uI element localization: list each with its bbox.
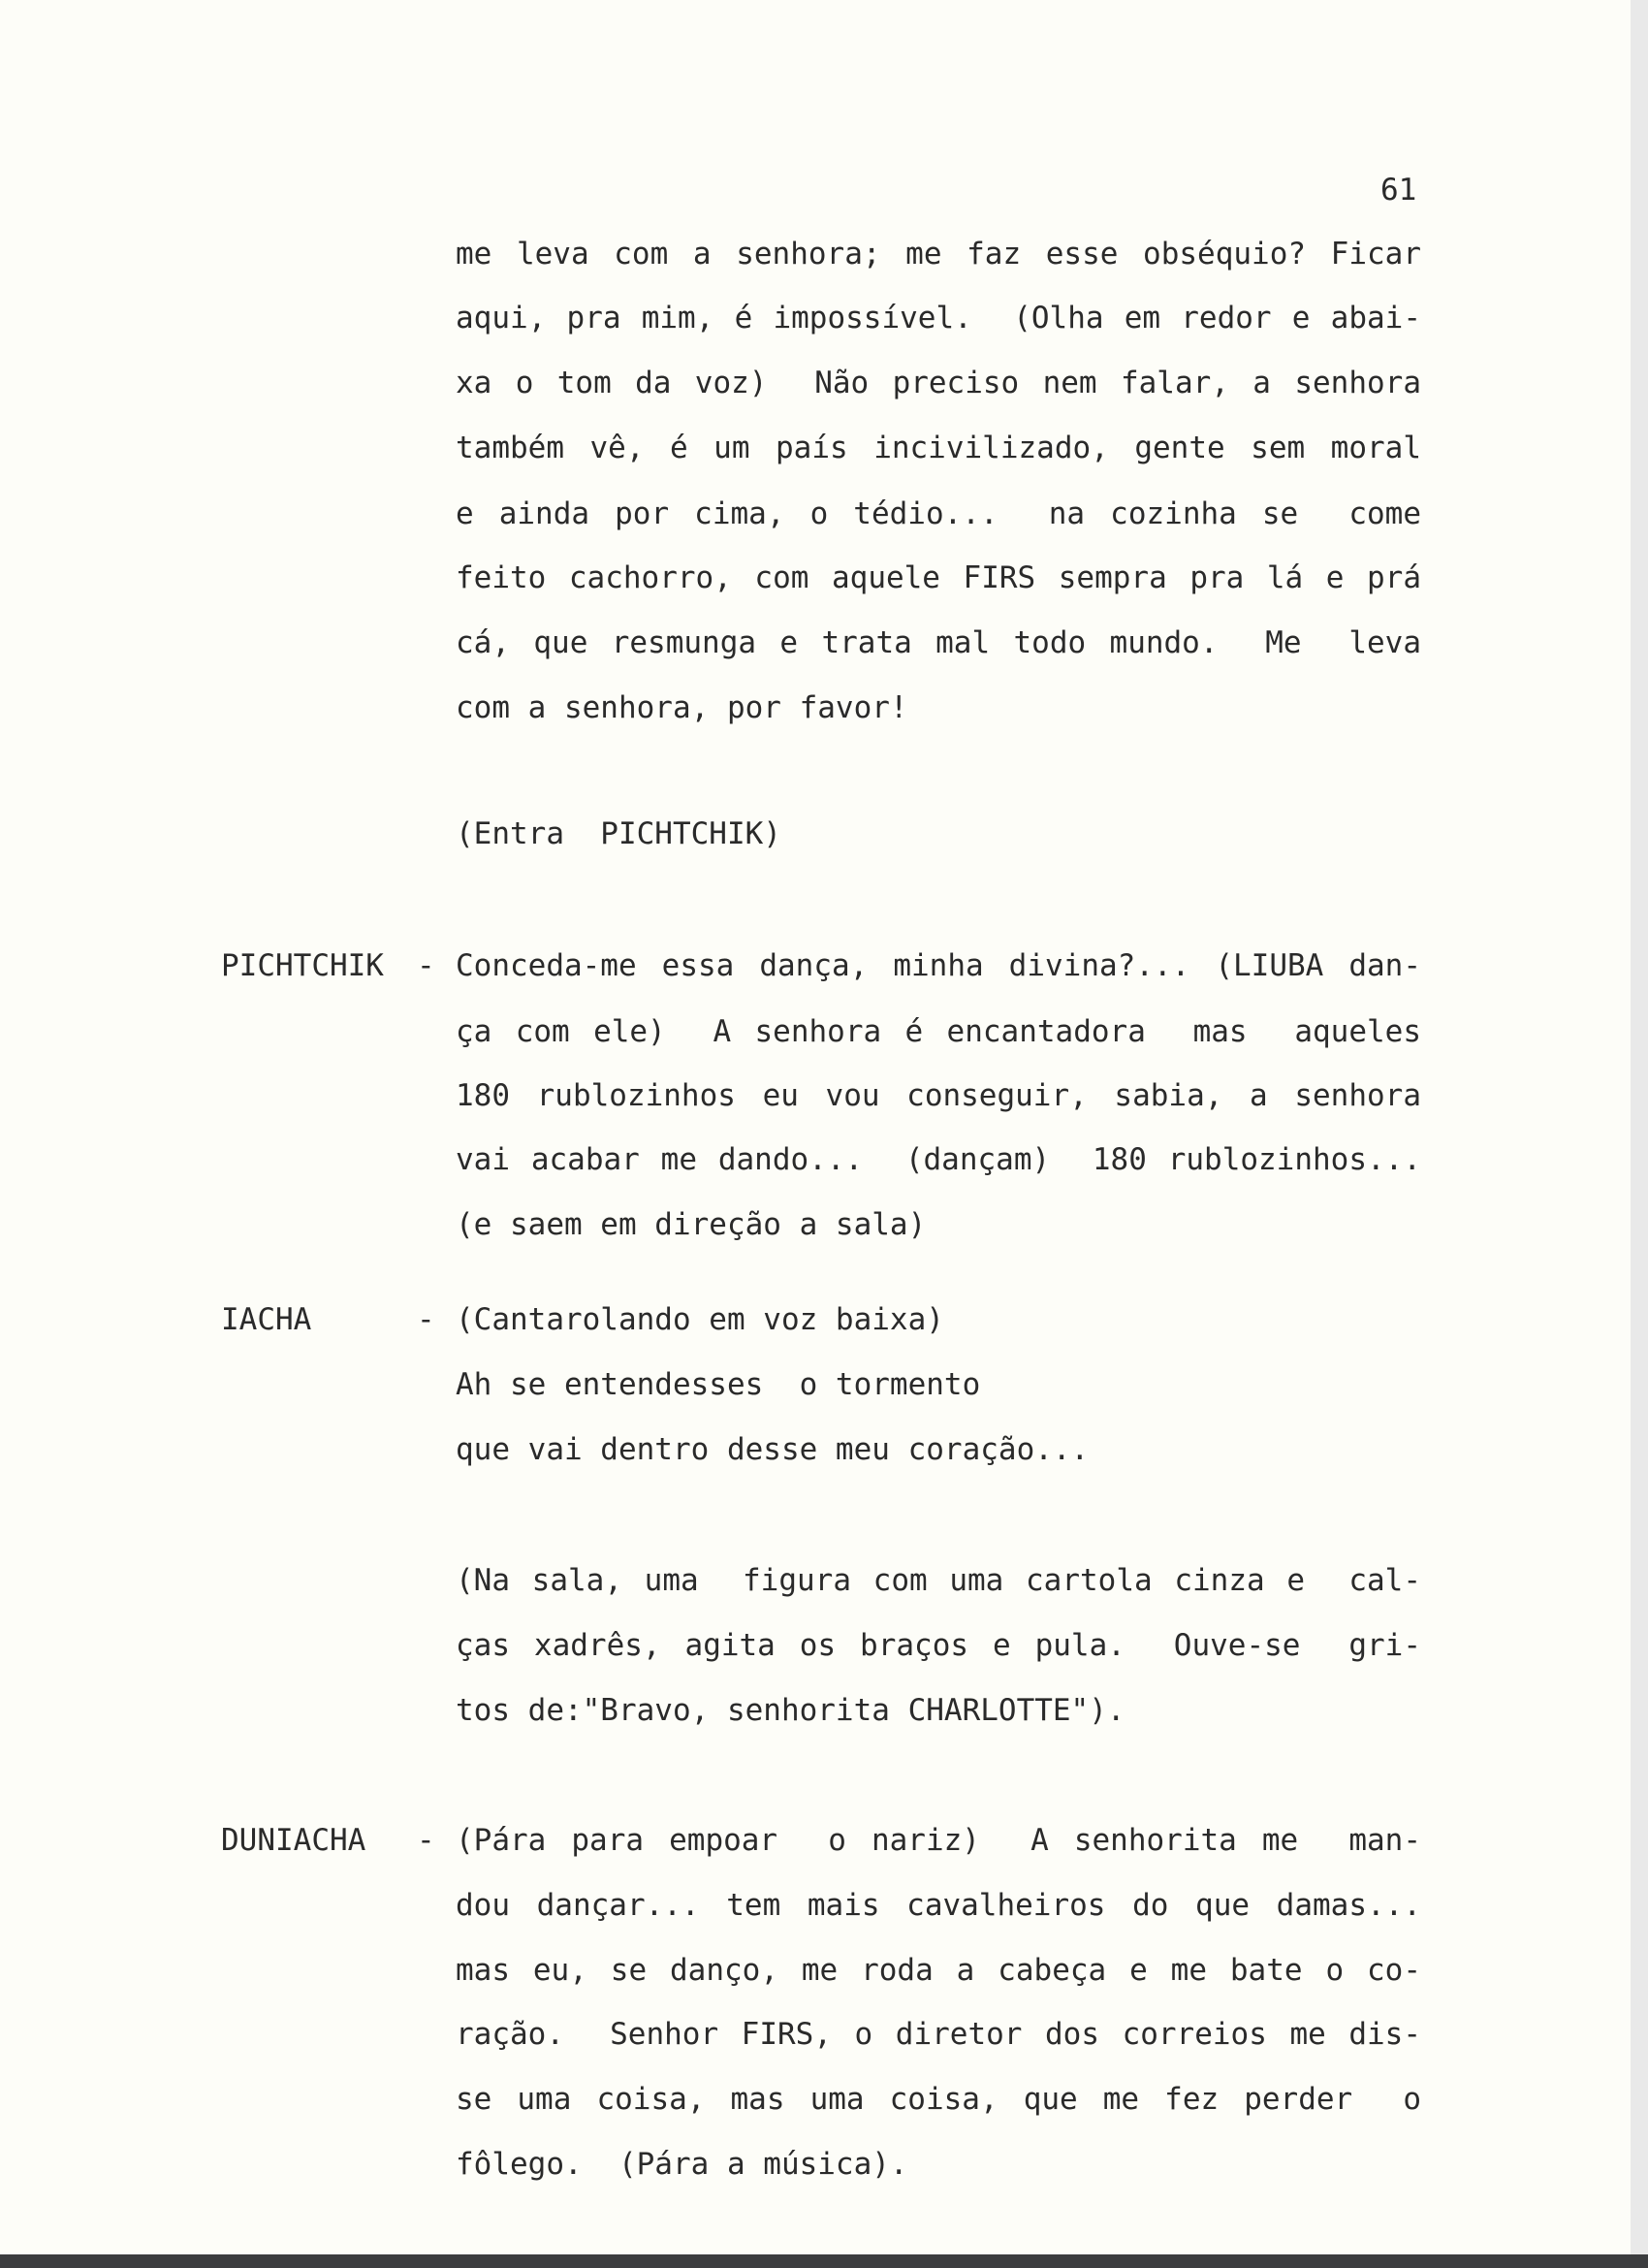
text-line: dou dançar... tem mais cavalheiros do que damas... [456, 1888, 1421, 1923]
speaker-name: DUNIACHA [221, 1823, 366, 1858]
text-line: ração. Senhor FIRS, o diretor dos correios me dis- [456, 2017, 1421, 2052]
text-line: também vê, é um país incivilizado, gente sem moral [456, 431, 1421, 465]
text-line: Ah se entendesses o tormento [456, 1367, 981, 1402]
text-line: (e saem em direção a sala) [456, 1207, 927, 1242]
speaker-dash: - [417, 1302, 435, 1337]
text-line: feito cachorro, com aquele FIRS sempra pra lá e prá [456, 560, 1421, 595]
text-line: aqui, pra mim, é impossível. (Olha em redor e abai- [456, 301, 1421, 335]
text-line: (Entra PICHTCHIK) [456, 816, 781, 851]
text-line: cá, que resmunga e trata mal todo mundo. Me leva [456, 625, 1421, 660]
text-line: (Pára para empoar o nariz) A senhorita me man- [456, 1823, 1421, 1858]
text-line: ça com ele) A senhora é encantadora mas aqueles [456, 1014, 1421, 1049]
text-line: me leva com a senhora; me faz esse obséquio? Ficar [456, 237, 1421, 272]
speaker-name: PICHTCHIK [221, 948, 384, 983]
text-line: vai acabar me dando... (dançam) 180 rublozinhos... [456, 1142, 1421, 1177]
text-line: com a senhora, por favor! [456, 690, 908, 725]
speaker-name: IACHA [221, 1302, 312, 1337]
text-line: fôlego. (Pára a música). [456, 2147, 908, 2182]
text-line: tos de:"Bravo, senhorita CHARLOTTE"). [456, 1693, 1125, 1728]
text-line: 180 rublozinhos eu vou conseguir, sabia, a senhora [456, 1078, 1421, 1113]
text-line: (Na sala, uma figura com uma cartola cinza e cal- [456, 1563, 1421, 1598]
speaker-dash: - [417, 1823, 435, 1858]
speaker-dash: - [417, 948, 435, 983]
scan-bottom-edge [0, 2254, 1648, 2268]
text-line: e ainda por cima, o tédio... na cozinha se come [456, 496, 1421, 531]
text-line: que vai dentro desse meu coração... [456, 1432, 1090, 1467]
text-line: mas eu, se danço, me roda a cabeça e me bate o co- [456, 1953, 1421, 1988]
text-line: Conceda-me essa dança, minha divina?... (LIUBA dan- [456, 948, 1421, 983]
text-line: xa o tom da voz) Não preciso nem falar, a senhora [456, 366, 1421, 400]
page-right-edge-shadow [1631, 0, 1648, 2268]
text-line: se uma coisa, mas uma coisa, que me fez perder o [456, 2082, 1421, 2117]
text-line: ças xadrês, agita os braços e pula. Ouve-se gri- [456, 1628, 1421, 1663]
page-number: 61 [1380, 173, 1417, 208]
text-line: (Cantarolando em voz baixa) [456, 1302, 944, 1337]
